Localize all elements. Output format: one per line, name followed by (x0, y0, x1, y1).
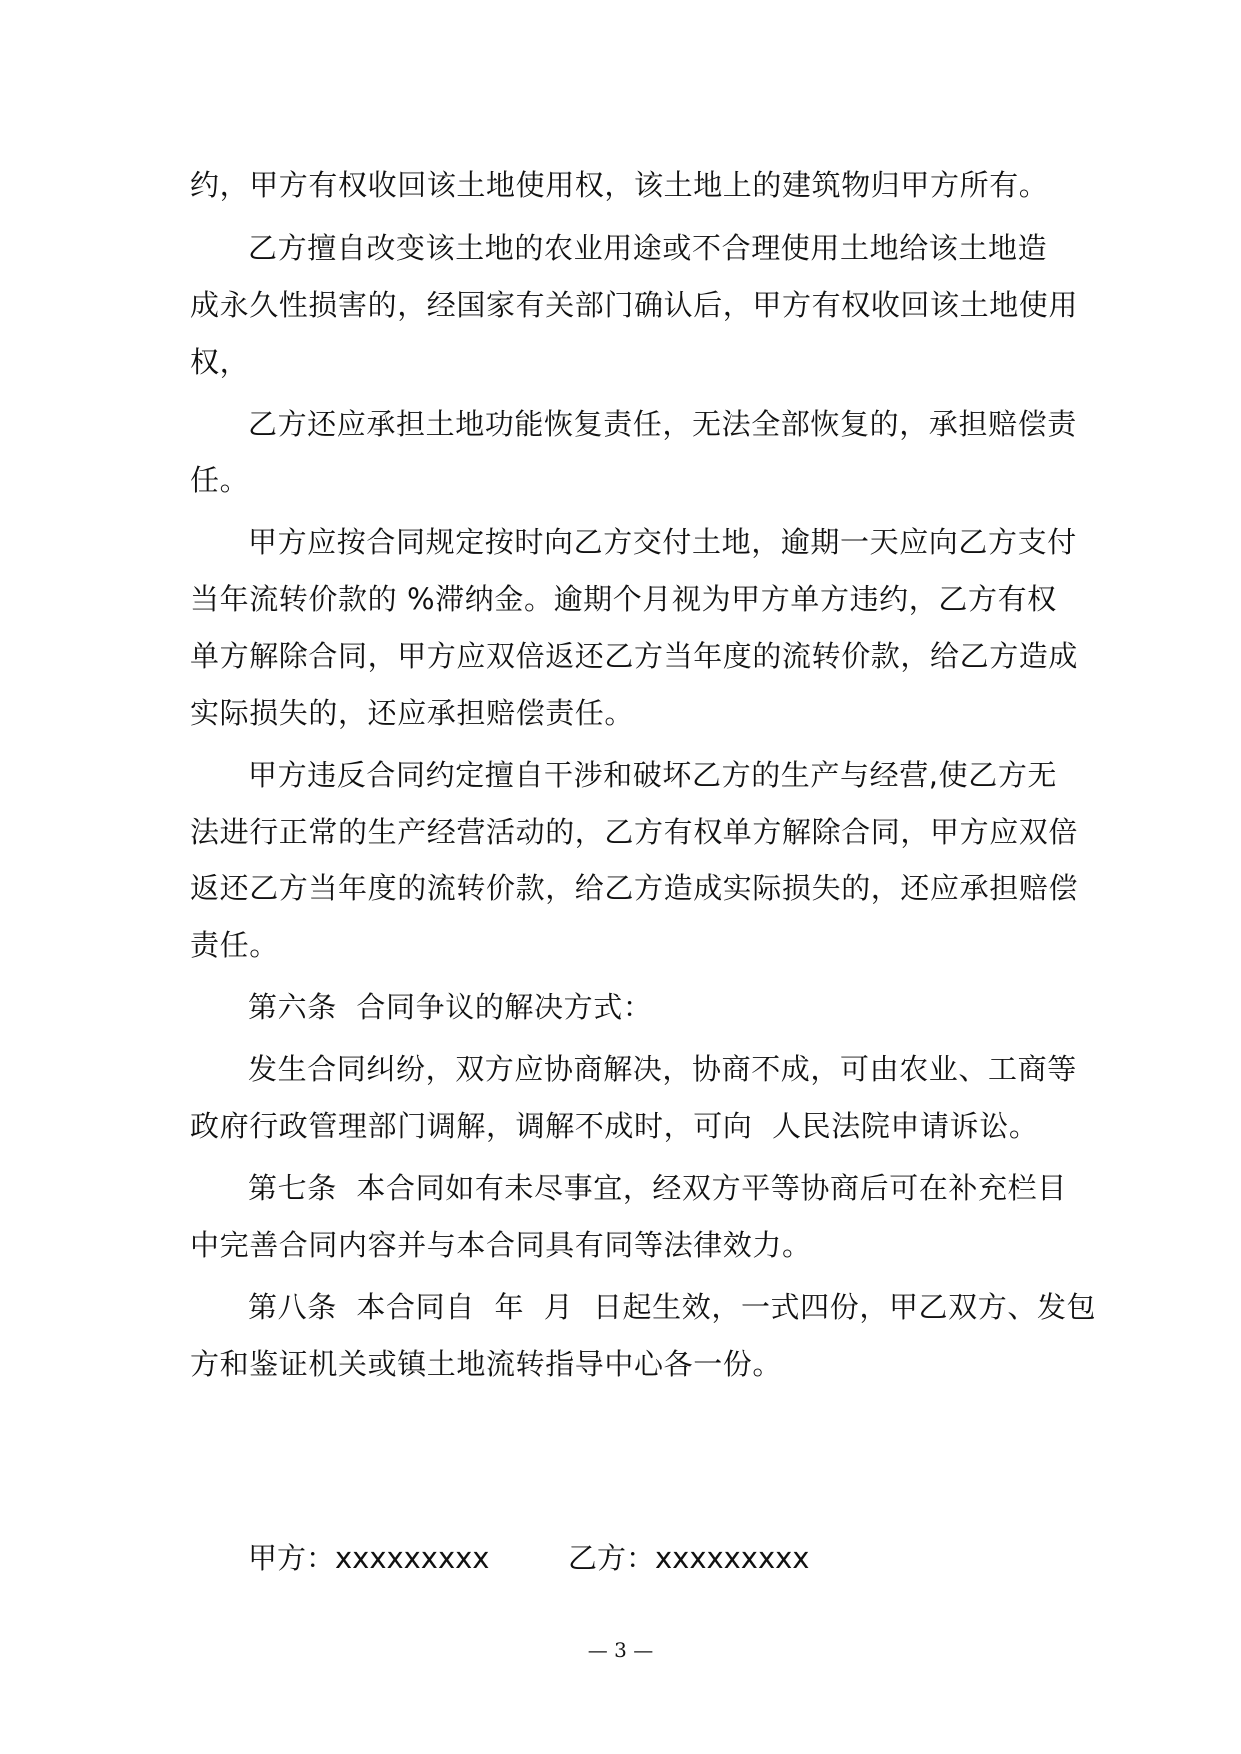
paragraph-line: 返还乙方当年度的流转价款，给乙方造成实际损失的，还应承担赔偿 (190, 871, 1079, 905)
paragraph-line: 政府行政管理部门调解，调解不成时，可向 人民法院申请诉讼。 (190, 1109, 1039, 1143)
paragraph-line: 第七条 本合同如有未尽事宜，经双方平等协商后可在补充栏目 (248, 1171, 1067, 1205)
signature-party-a: 甲方：xxxxxxxxx (248, 1541, 490, 1575)
paragraph-line: 权， (190, 345, 250, 379)
paragraph-line: 实际损失的，还应承担赔偿责任。 (190, 696, 635, 730)
paragraph-line: 责任。 (190, 928, 279, 962)
paragraph-line: 单方解除合同，甲方应双倍返还乙方当年度的流转价款，给乙方造成 (190, 639, 1079, 673)
paragraph-line: 法进行正常的生产经营活动的，乙方有权单方解除合同，甲方应双倍 (190, 815, 1079, 849)
section-heading: 第六条 合同争议的解决方式： (248, 990, 653, 1024)
paragraph-line: 甲方违反合同约定擅自干涉和破坏乙方的生产与经营,使乙方无 (248, 758, 1058, 792)
paragraph-line: 发生合同纠纷，双方应协商解决，协商不成，可由农业、工商等 (248, 1052, 1077, 1086)
paragraph-line: 乙方擅自改变该土地的农业用途或不合理使用土地给该土地造 (248, 231, 1048, 265)
paragraph-line: 中完善合同内容并与本合同具有同等法律效力。 (190, 1228, 812, 1262)
paragraph-line: 约，甲方有权收回该土地使用权，该土地上的建筑物归甲方所有。 (190, 168, 1049, 202)
paragraph-line: 任。 (190, 463, 250, 497)
paragraph-line: 方和鉴证机关或镇土地流转指导中心各一份。 (190, 1347, 783, 1381)
paragraph-line: 成永久性损害的，经国家有关部门确认后，甲方有权收回该土地使用 (190, 288, 1079, 322)
paragraph-line: 第八条 本合同自 年 月 日起生效，一式四份，甲乙双方、发包 (248, 1290, 1097, 1324)
paragraph-line: 乙方还应承担土地功能恢复责任，无法全部恢复的，承担赔偿责 (248, 407, 1077, 441)
paragraph-line: 甲方应按合同规定按时向乙方交付土地，逾期一天应向乙方支付 (248, 525, 1077, 559)
page-number: — 3 — (587, 1638, 654, 1662)
paragraph-line: 当年流转价款的 %滞纳金。逾期个月视为甲方单方违约，乙方有权 (190, 582, 1057, 616)
signature-party-b: 乙方：xxxxxxxxx (568, 1541, 810, 1575)
